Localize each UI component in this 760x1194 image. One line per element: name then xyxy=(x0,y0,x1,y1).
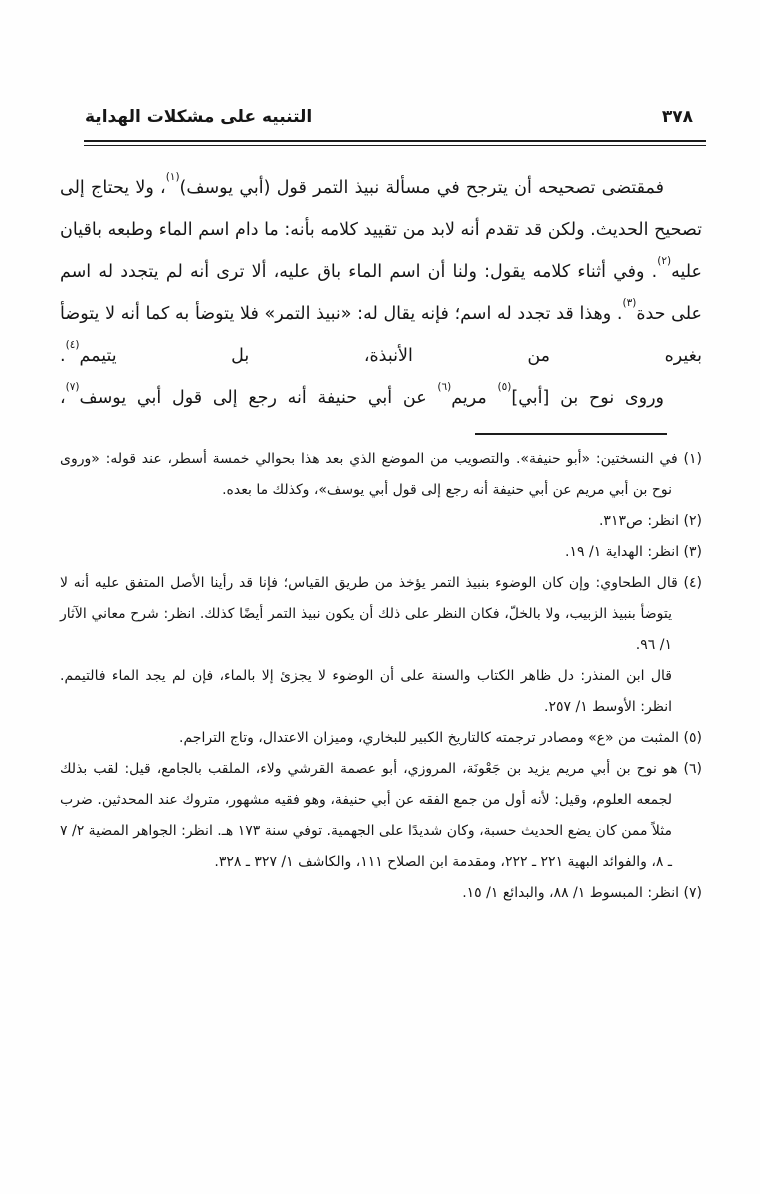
footnote-ref: (٦) xyxy=(437,381,452,394)
footnote: (٣) انظر: الهداية ١/ ١٩. xyxy=(565,544,702,560)
footnotes xyxy=(60,444,702,909)
header-rule xyxy=(84,140,706,146)
footnote-ref: (٧) xyxy=(65,381,80,394)
footnote-separator xyxy=(475,433,667,435)
footnote-continued: قال ابن المنذر: دل ظاهر الكتاب والسنة على أن الوضوء لا يجزئ إلا بالماء، فإن لم يجد الماء فالتيمم. انظر: الأوسط ١/ ٢٥٧. xyxy=(60,668,672,715)
footnote: (٦) هو نوح بن أبي مريم يزيد بن جَعْونَة، المروزي، أبو عصمة القرشي ولاء، الملقب بالجامع، قيل: لقب بذلك لجمعه العلوم، وقيل: لأنه أول من جمع الفقه عن أبي حنيفة، وهو فقيه مشهور، متروك عند المحدثين. ضرب مثلاً ممن كان يضع الحديث حسبة، وكان شديدًا على الجهمية. توفي سنة ١٧٣ هـ. انظر: الجواهر المضية ٢/ ٧ ـ ٨، والفوائد البهية ٢٢١ ـ ٢٢٢، ومقدمة ابن الصلاح ١١١، والكاشف ١/ ٣٢٧ ـ ٣٢٨. xyxy=(60,761,702,870)
main-text xyxy=(60,167,702,419)
footnote-number: (٢) xyxy=(683,513,702,529)
footnote: (٧) انظر: المبسوط ١/ ٨٨، والبدائع ١/ ١٥. xyxy=(462,885,702,901)
footnote-ref: (١) xyxy=(165,171,180,184)
footnote-number: (٧) xyxy=(683,885,702,901)
paragraph: وروى نوح بن [أبي]$^{(٥)}$ مريم$^{(٦)}$ عن أبي حنيفة أنه رجع إلى قول أبي يوسف$^{(٧)}$، xyxy=(60,381,664,408)
footnote-number: (١) xyxy=(683,451,702,467)
footnote-ref: (٥) xyxy=(497,381,512,394)
page-number: ٣٧٨ xyxy=(661,107,693,127)
footnote-ref: (٣) xyxy=(622,297,637,310)
footnote-number: (٦) xyxy=(683,761,702,777)
footnote-number: (٣) xyxy=(683,544,702,560)
footnote: (٥) المثبت من «ع» ومصادر ترجمته كالتاريخ الكبير للبخاري، وميزان الاعتدال، وتاج التراجم. xyxy=(179,730,702,746)
footnote: (٢) انظر: ص٣١٣. xyxy=(598,513,702,529)
running-title: التنبيه على مشكلات الهداية xyxy=(85,107,313,127)
footnote-ref: (٤) xyxy=(65,339,80,352)
paragraph: فمقتضى تصحيحه أن يترجح في مسألة نبيذ التمر قول (أبي يوسف)$^{(١)}$، ولا يحتاج إلى تصحيح الحديث. ولكن قد تقدم أنه لابد من تقييد كلامه بأنه: ما دام اسم الماء وطبعه باقيان عليه$^{(٢)}$. وفي أثناء كلامه يقول: ولنا أن اسم الماء باق عليه، ألا ترى أنه لم يتجدد له اسم على حدة$^{(٣)}$. وهذا قد تجدد له اسم؛ فإنه يقال له: «نبيذ التمر» فلا يتوضأ به كما أنه لا يتوضأ بغيره من الأنبذة، بل يتيمم$^{(٤)}$. xyxy=(60,171,702,366)
footnote-number: (٤) xyxy=(683,575,702,591)
footnote-ref: (٢) xyxy=(657,255,672,268)
footnote: (١) في النسختين: «أبو حنيفة». والتصويب من الموضع الذي بعد هذا بحوالي خمسة أسطر، عند قوله: «وروى نوح بن أبي مريم عن أبي حنيفة أنه رجع إلى قول أبي يوسف»، وكذلك ما بعده. xyxy=(60,451,702,498)
page-header xyxy=(0,0,760,133)
footnote-number: (٥) xyxy=(683,730,702,746)
footnote: (٤) قال الطحاوي: وإن كان الوضوء بنبيذ التمر يؤخذ من طريق القياس؛ فإنا قد رأينا الأصل المتفق عليه أنه لا يتوضأ بنبيذ الزبيب، ولا بالخلّ، فكان النظر على ذلك أن يكون نبيذ التمر أيضًا كذلك. انظر: شرح معاني الآثار ١/ ٩٦. xyxy=(60,575,702,653)
